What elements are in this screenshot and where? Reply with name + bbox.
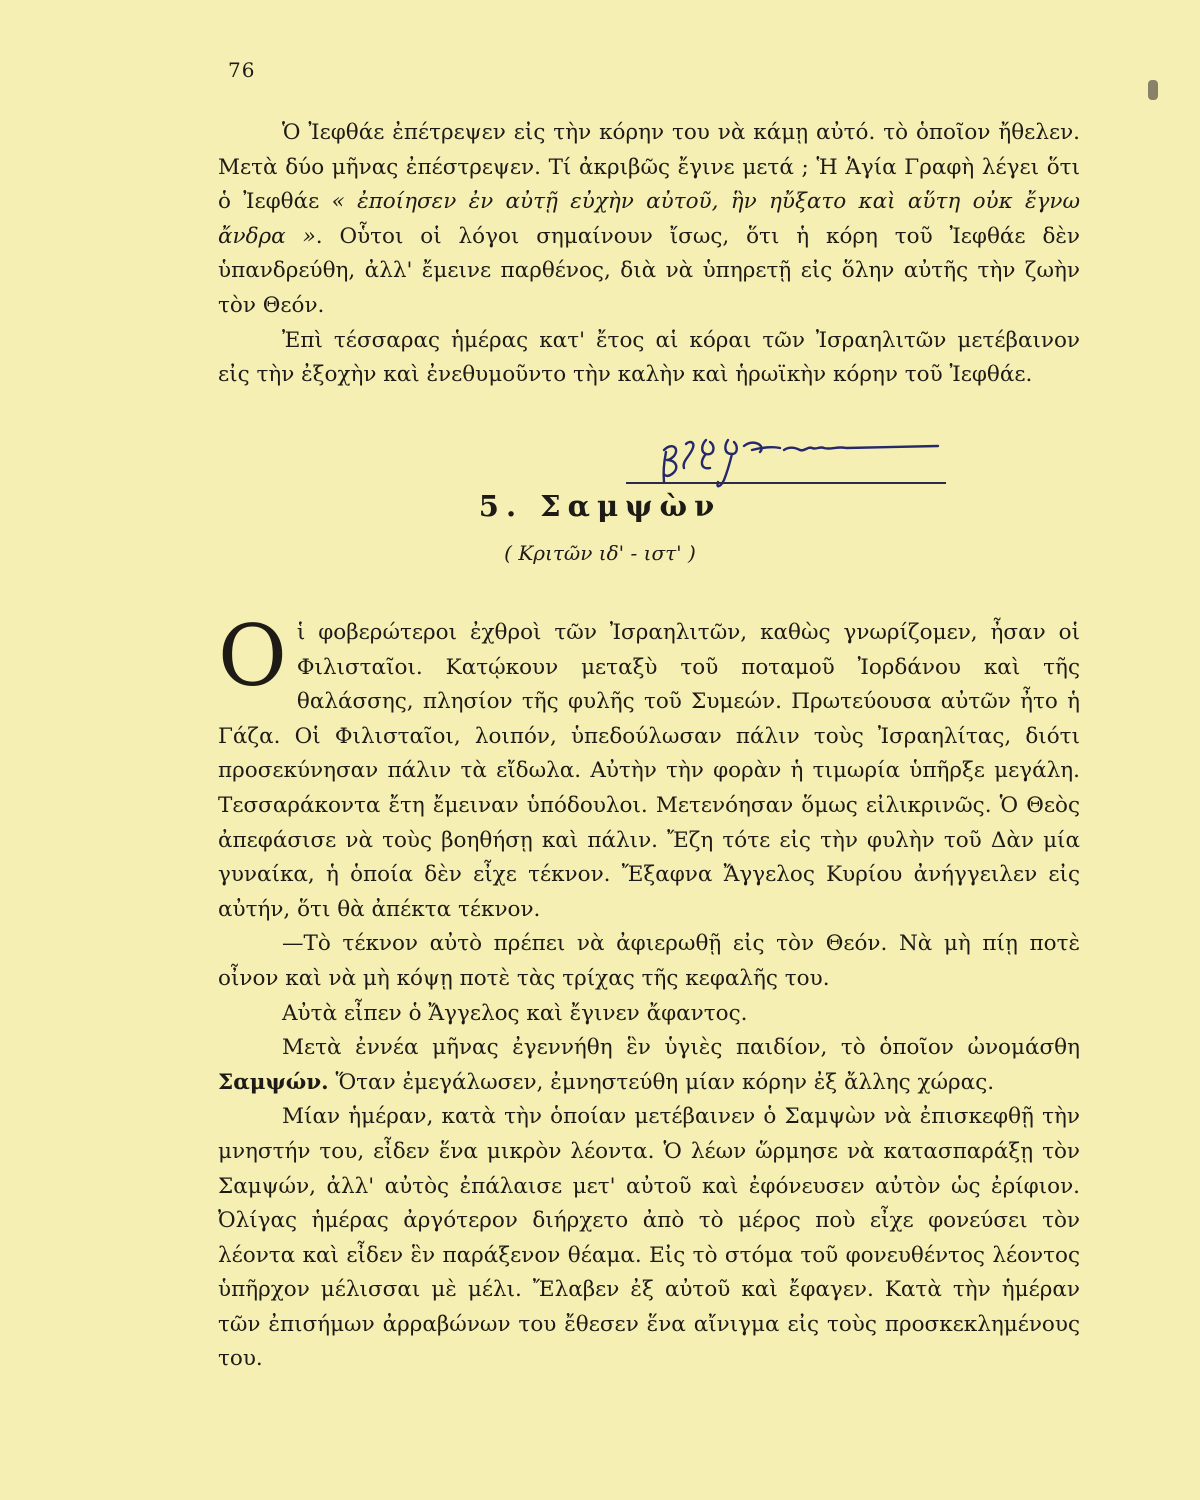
paragraph-angel-vanished: Αὐτὰ εἶπεν ὁ Ἄγγελος καὶ ἔγινεν ἄφαντος.	[282, 1000, 748, 1026]
paragraph-jephthah-daughters	[218, 324, 1080, 393]
text-run: . Οὗτοι οἱ λόγοι σημαίνουν ἴσως, ὅτι ἡ κόρη τοῦ Ἰεφθάε δὲν ὑπανδρεύθη, ἀλλ' ἔμεινε παρθένος, διὰ νὰ ὑπηρετῇ εἰς ὅλην αὐτῆς τὴν ζωὴν τὸν Θεόν.	[218, 223, 1080, 318]
paragraph-samson-birth	[218, 1031, 1080, 1100]
chapter-reference: ( Κριτῶν ιδ' - ιστ' )	[504, 541, 696, 565]
signature-drawing	[620, 410, 960, 500]
paragraph-jephthah-vow	[218, 116, 1080, 324]
paragraph-lion: Μίαν ἡμέραν, κατὰ τὴν ὁποίαν μετέβαινεν ὁ Σαμψὼν νὰ ἐπισκεφθῇ τὴν μνηστήν του, εἶδεν ἕνα μικρὸν λέοντα. Ὁ λέων ὥρμησε νὰ κατασπαράξῃ τὸν Σαμψών, ἀλλ' αὐτὸς ἐπάλαισε μετ' αὐτοῦ καὶ ἐφόνευσεν αὐτὸν ὡς ἐρίφιον. Ὀλίγας ἡμέρας ἀργότερον διήρχετο ἀπὸ τὸ μέρος ποὺ εἶχε φονεύσει τὸν λέοντα καὶ εἶδεν ἓν παράξενον θέαμα. Εἰς τὸ στόμα τοῦ φονευθέντος λέοντος ὑπῆρχον μέλισσαι μὲ μέλι. Ἔλαβεν ἐξ αὐτοῦ καὶ ἔφαγεν. Κατὰ τὴν ἡμέραν τῶν ἐπισήμων ἀρραβώνων του ἔθεσεν ἕνα αἴνιγμα εἰς τοὺς προσκεκλημένους του.	[218, 1104, 1080, 1372]
text-run: Ἐπὶ τέσσαρας ἡμέρας κατ' ἔτος αἱ κόραι τῶν Ἰσραηλιτῶν μετέβαινον εἰς τὴν ἐξοχὴν καὶ ἐνεθυμοῦντο τὴν καλὴν καὶ ἡρωϊκὴν κόρην τοῦ Ἰεφθάε.	[218, 327, 1080, 388]
text-run: Ὅταν ἐμεγάλωσεν, ἐμνηστεύθη μίαν κόρην ἐξ ἄλλης χώρας.	[328, 1069, 995, 1095]
drop-cap: Ο	[218, 607, 287, 705]
text-run: ἱ φοβερώτεροι ἐχθροὶ τῶν Ἰσραηλιτῶν, καθὼς γνωρίζομεν, ἦσαν οἱ Φιλισταῖοι. Κατῴκουν μεταξὺ τοῦ ποταμοῦ Ἰορδάνου καὶ τῆς θαλάσσης, πλησίον τῆς φυλῆς τοῦ Συμεών. Πρωτεύουσα αὐτῶν ἦτο ἡ Γάζα. Οἱ Φιλισταῖοι, λοιπόν, ὑπεδούλωσαν πάλιν τοὺς Ἰσραηλίτας, διότι προσεκύνησαν πάλιν τὰ εἴδωλα. Αὐτὴν τὴν φορὰν ἡ τιμωρία ὑπῆρξε μεγάλη. Τεσσαράκοντα ἔτη ἔμειναν ὑπόδουλοι. Μετενόησαν ὅμως εἰλικρινῶς. Ὁ Θεὸς ἀπεφάσισε νὰ τοὺς βοηθήσῃ καὶ πάλιν. Ἔζη τότε εἰς τὴν φυλὴν τοῦ Δὰν μία γυναίκα, ἡ ὁποία δὲν εἶχε τέκνον. Ἔξαφνα Ἄγγελος Κυρίου ἀνήγγειλεν εἰς αὐτήν, ὅτι θὰ ἀπέκτα τέκνον.	[218, 620, 1080, 922]
chapter-title: 5. Σαμψὼν	[478, 489, 722, 523]
margin-mark	[1148, 80, 1158, 100]
scripture-quote: « ἐποίησεν ἐν αὐτῇ εὐχὴν αὐτοῦ, ἣν ηὔξατο καὶ αὕτη οὐκ ἔγνω ἄνδρα »	[218, 189, 1081, 249]
paragraph-philistines	[218, 607, 1080, 927]
text-run: Μετὰ ἐννέα μῆνας ἐγεννήθη ἓν ὑγιὲς παιδίον, τὸ ὁποῖον ὠνομάσθη	[282, 1035, 1080, 1061]
section-divider	[626, 482, 946, 484]
paragraph-angel-speech: —Τὸ τέκνον αὐτὸ πρέπει νὰ ἀφιερωθῇ εἰς τὸν Θεόν. Νὰ μὴ πίῃ ποτὲ οἶνον καὶ νὰ μὴ κόψῃ ποτὲ τὰς τρίχας τῆς κεφαλῆς του.	[218, 931, 1080, 991]
samson-story-text	[218, 607, 1080, 1377]
text-run: Ὁ Ἰεφθάε ἐπέτρεψεν εἰς τὴν κόρην του νὰ κάμῃ αὐτό. τὸ ὁποῖον ἤθελεν. Μετὰ δύο μῆνας ἐπέστρεψεν. Τί ἀκριβῶς ἔγινε μετά ; Ἡ Ἁγία Γραφὴ λέγει ὅτι ὁ Ἰεφθάε	[218, 120, 1080, 215]
handwritten-signature	[620, 410, 960, 500]
previous-story-text	[218, 116, 1080, 393]
page-number: 76	[228, 58, 256, 82]
samson-name: Σαμψών.	[218, 1069, 329, 1095]
